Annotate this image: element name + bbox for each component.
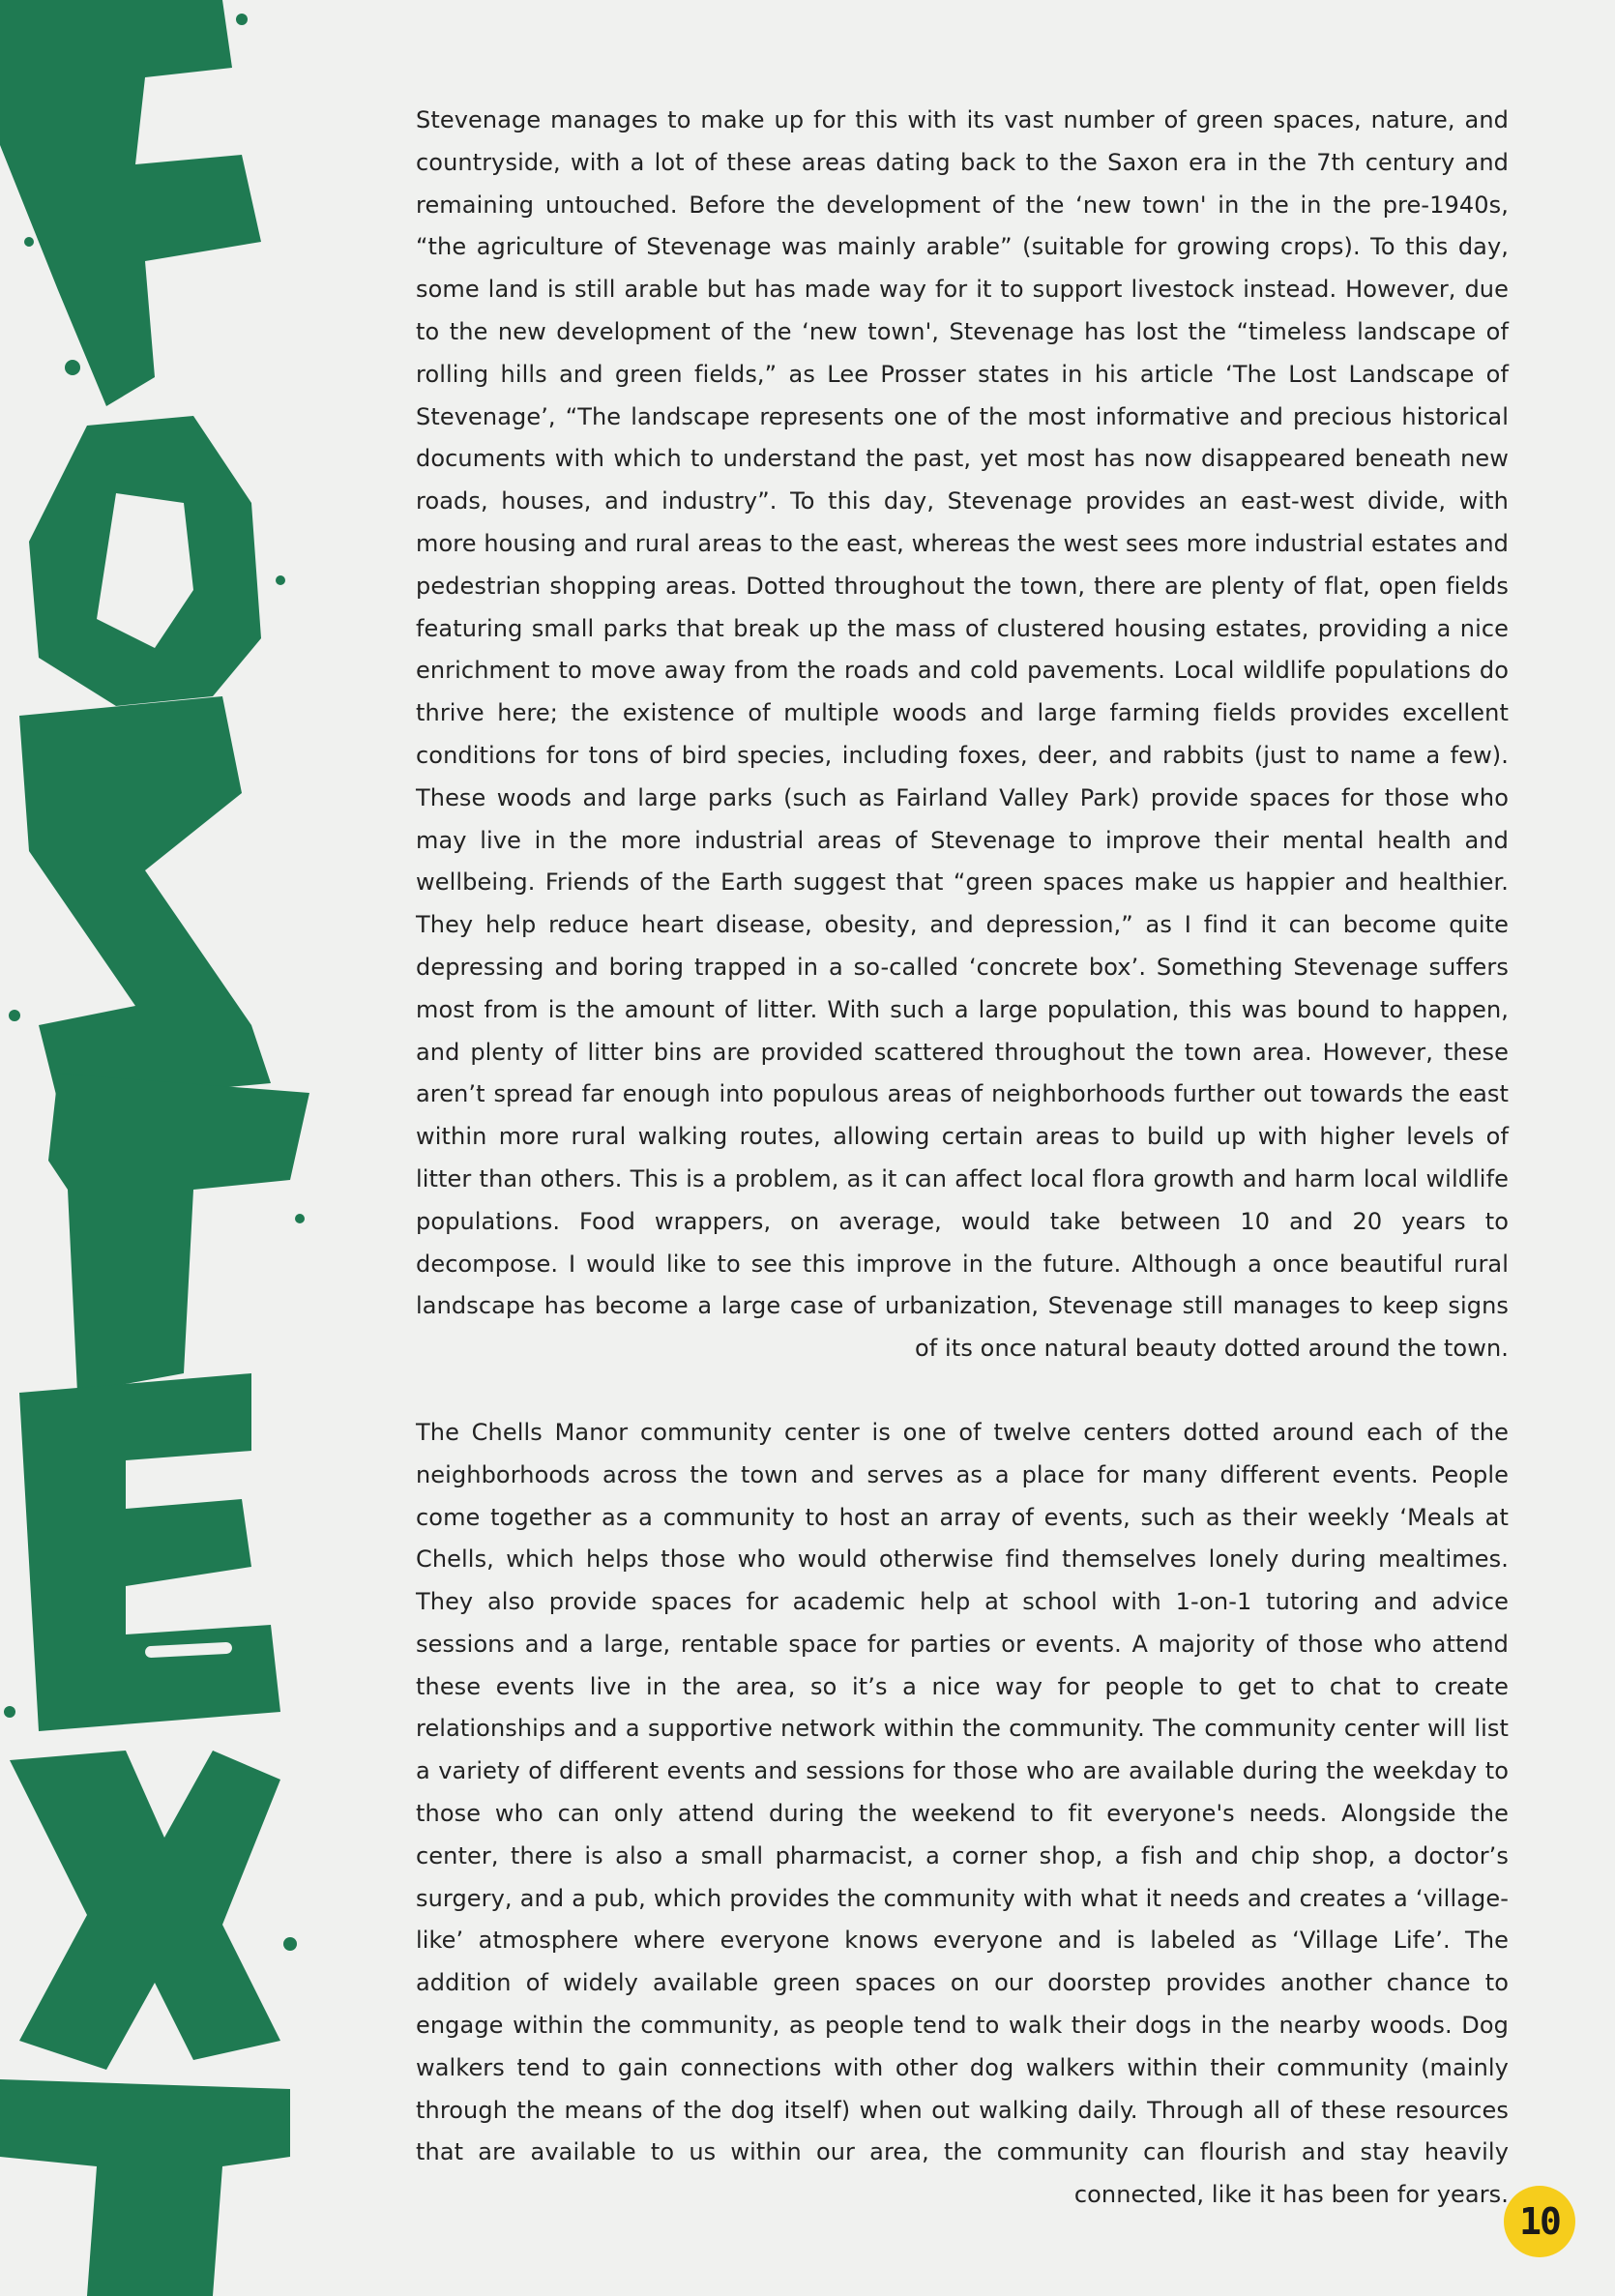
- letter-shape-o: [29, 416, 261, 706]
- letter-shape-t: [48, 1074, 309, 1393]
- letter-shape-1: [0, 0, 261, 406]
- letter-shape-e: [19, 1373, 280, 1731]
- page-number: 10: [1519, 2200, 1560, 2243]
- letter-shape-z: [19, 696, 271, 1103]
- side-lettering-art: [0, 0, 319, 2296]
- letter-shape-x: [10, 1751, 280, 2070]
- page-number-badge: [1504, 2186, 1575, 2257]
- article-body: [416, 100, 1509, 2217]
- vertical-grunge-lettering-icon: [0, 0, 319, 2296]
- letter-shape-bottom: [0, 2079, 290, 2296]
- article-paragraph-1: Stevenage manages to make up for this with its vast number of green spaces, nature, and countryside, with a lot of these areas dating back to the Saxon era in the 7th century and remaining untouched. Before the development of the ‘new town' in the in the pre-1940s, “the agriculture of Stevenage was mainly arable” (suitable for growing crops). To this day, some land is still arable but has made way for it to support livestock instead. However, due to the new development of the ‘new town', Stevenage has lost the “timeless landscape of rolling hills and green fields,” as Lee Prosser states in his article ‘The Lost Landscape of Stevenage’, “The landscape represents one of the most informative and precious historical documents with which to understand the past, yet most has now disappeared beneath new roads, houses, and industry”. To this day, Stevenage provides an east-west divide, with more housing and rural areas to the east, whereas the west sees more industrial estates and pedestrian shopping areas. Dotted throughout the town, there are plenty of flat, open fields featuring small parks that break up the mass of clustered housing estates, providing a nice enrichment to move away from the roads and cold pavements. Local wildlife populations do thrive here; the existence of multiple woods and large farming fields provides excellent conditions for tons of bird species, including foxes, deer, and rabbits (just to name a few). These woods and large parks (such as Fairland Valley Park) provide spaces for those who may live in the more industrial areas of Stevenage to improve their mental health and wellbeing. Friends of the Earth suggest that “green spaces make us happier and healthier. They help reduce heart disease, obesity, and depression,” as I find it can become quite depressing and boring trapped in a so-called ‘concrete box’. Something Stevenage suffers most from is the amount of litter. With such a large population, this was bound to happen, and plenty of litter bins are provided scattered throughout the town area. However, these aren’t spread far enough into populous areas of neighborhoods further out towards the east within more rural walking routes, allowing certain areas to build up with higher levels of litter than others. This is a problem, as it can affect local flora growth and harm local wildlife populations. Food wrappers, on average, would take between 10 and 20 years to decompose. I would like to see this improve in the future. Although a once beautiful rural landscape has become a large case of urbanization, Stevenage still manages to keep signs of its once natural beauty dotted around the town.: [416, 106, 1509, 1363]
- article-paragraph-2: The Chells Manor community center is one of twelve centers dotted around each of the neighborhoods across the town and serves as a place for many different events. People come together as a community to host an array of events, such as their weekly ‘Meals at Chells, which helps those who would otherwise find themselves lonely during mealtimes. They also provide spaces for academic help at school with 1-on-1 tutoring and advice sessions and a large, rentable space for parties or events. A majority of those who attend these events live in the area, so it’s a nice way for people to get to chat to create relationships and a supportive network within the community. The community center will list a variety of different events and sessions for those who are available during the weekday to those who can only attend during the weekend to fit everyone's needs. Alongside the center, there is also a small pharmacist, a corner shop, a fish and chip shop, a doctor’s surgery, and a pub, which provides the community with what it needs and creates a ‘village-like’ atmosphere where everyone knows everyone and is labeled as ‘Village Life’. The addition of widely available green spaces on our doorstep provides another chance to engage within the community, as people tend to walk their dogs in the nearby woods. Dog walkers tend to gain connections with other dog walkers within their community (mainly through the means of the dog itself) when out walking daily. Through all of these resources that are available to us within our area, the community can flourish and stay heavily connected, like it has been for years.: [416, 1418, 1509, 2209]
